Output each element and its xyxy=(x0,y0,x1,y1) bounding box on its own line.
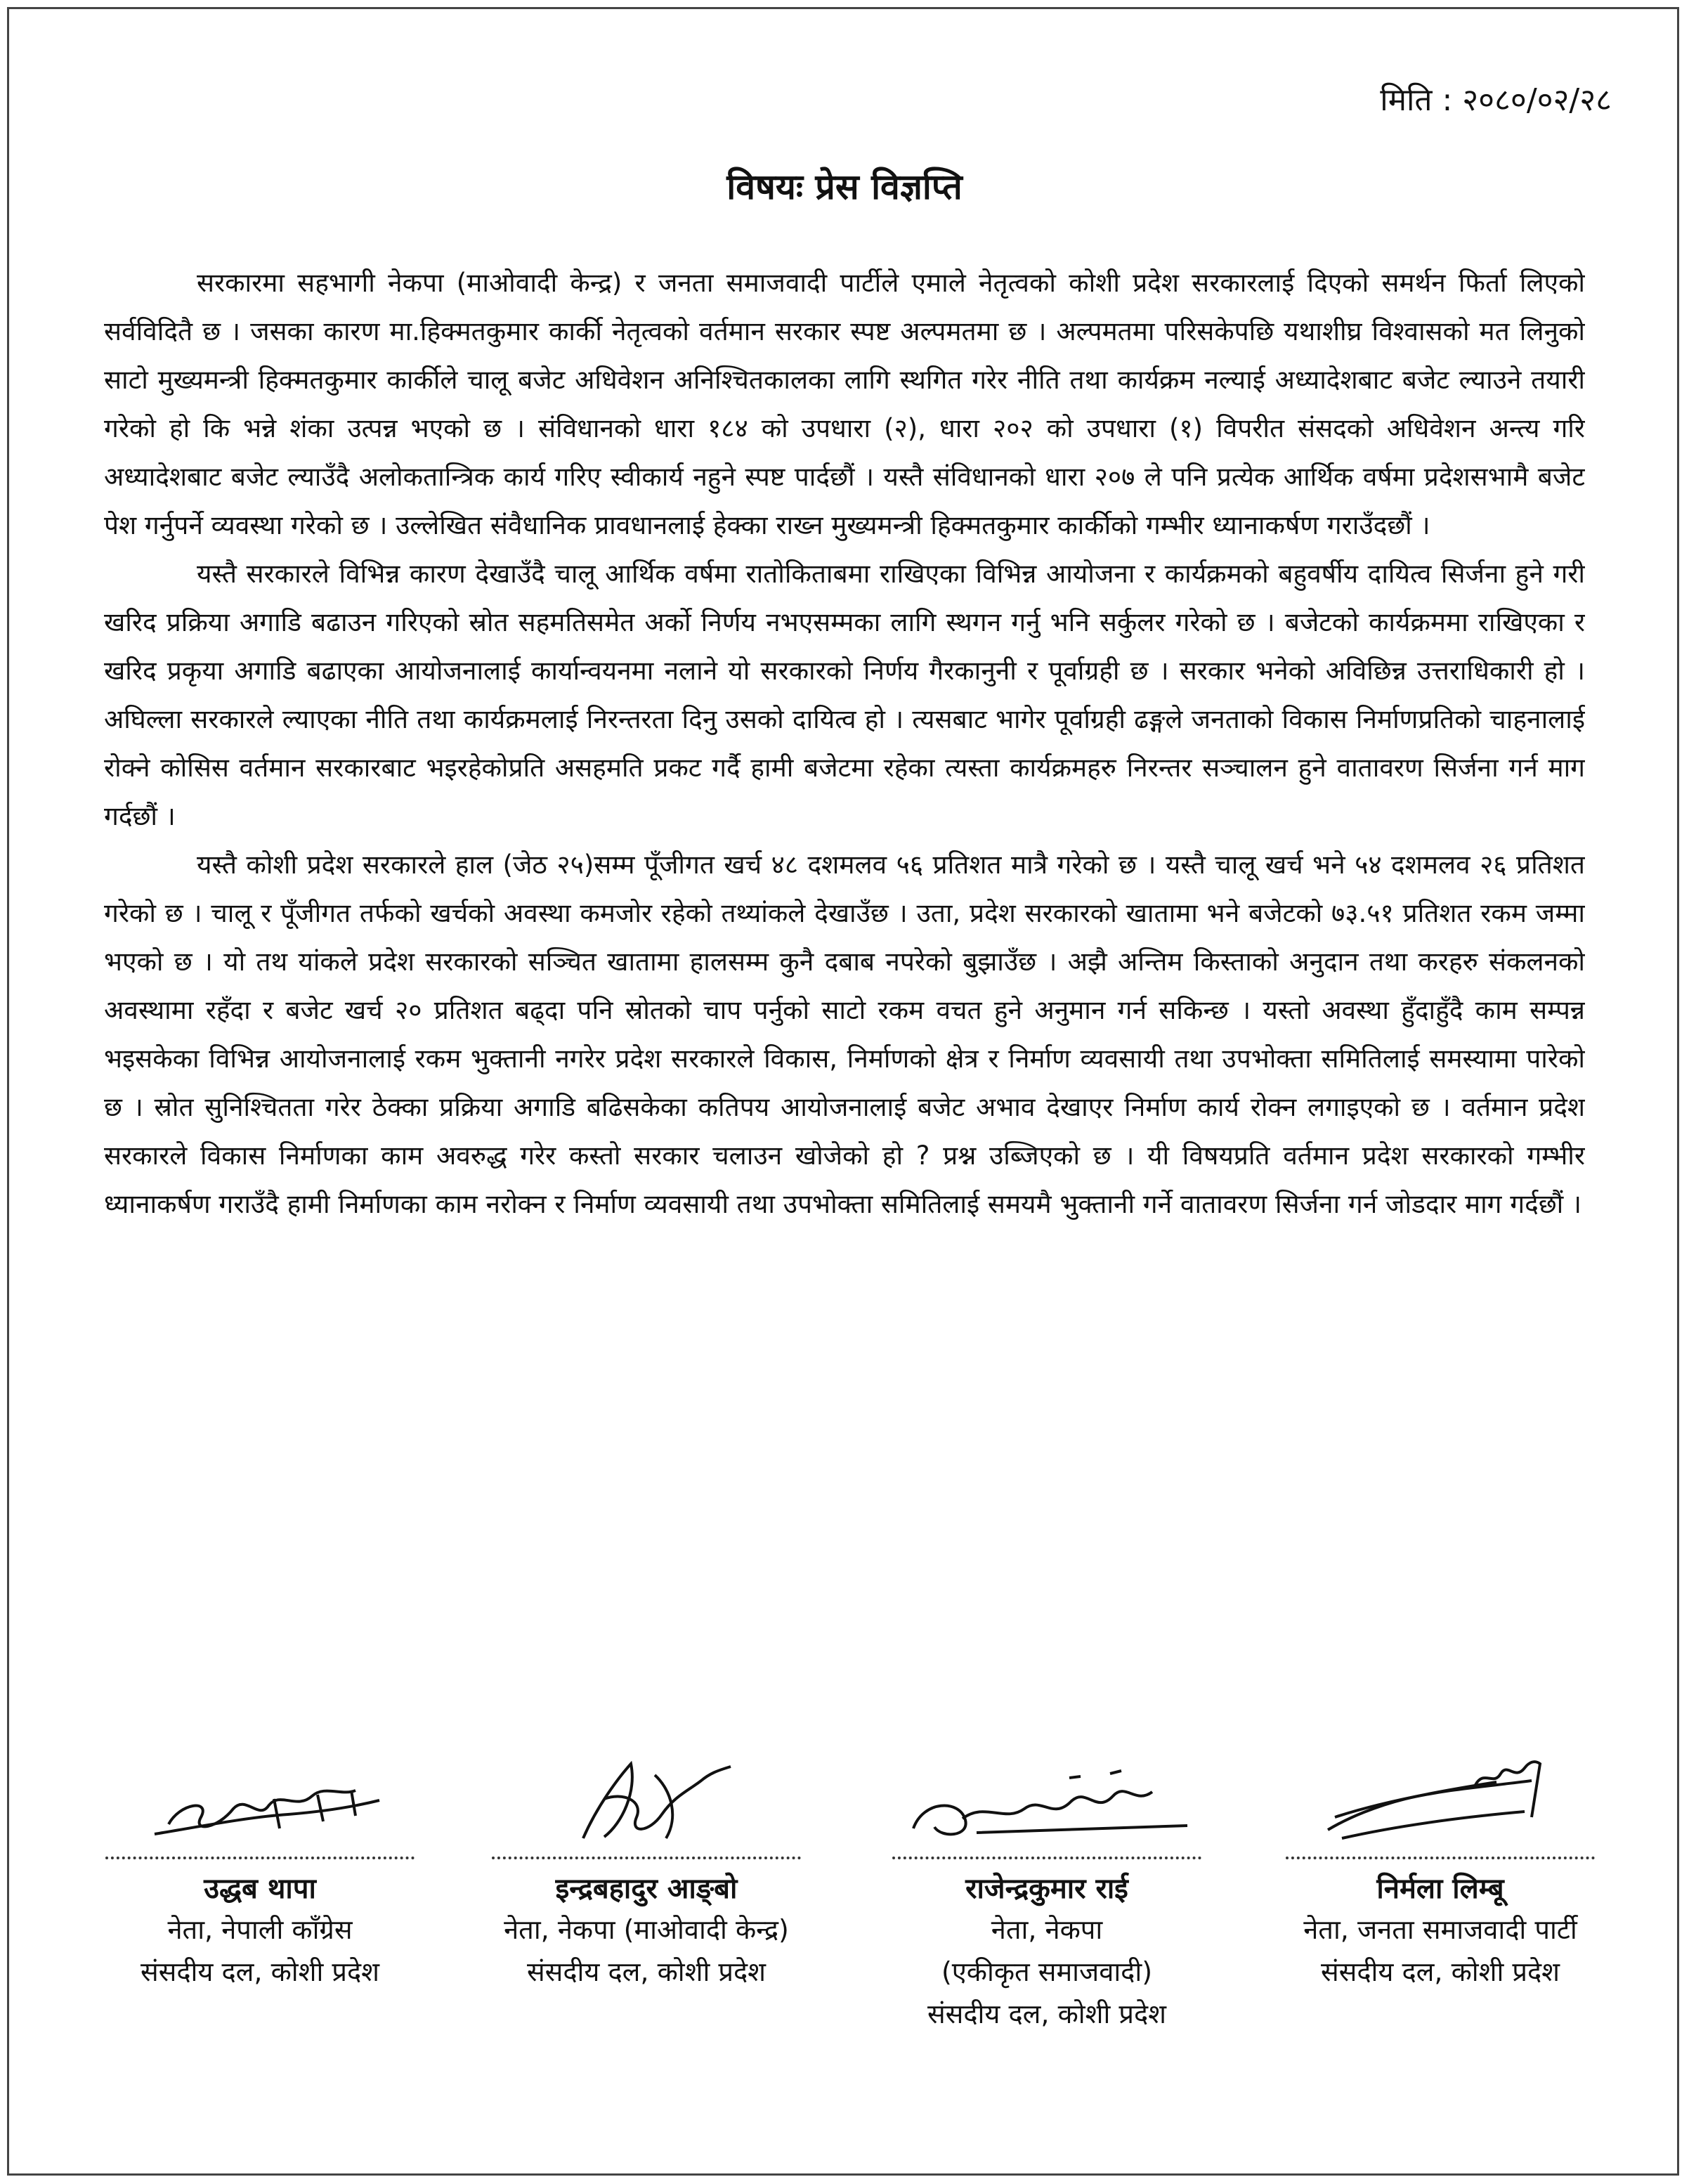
signatory-title-3c: संसदीय दल, कोशी प्रदेश xyxy=(927,1998,1167,2029)
signatory-title-1b: संसदीय दल, कोशी प्रदेश xyxy=(140,1956,380,1987)
handwritten-signature-3 xyxy=(892,1750,1201,1855)
signature-block-2 xyxy=(450,1750,843,1993)
signature-line-3 xyxy=(892,1857,1201,1859)
signatory-title-2b: संसदीय दल, कोशी प्रदेश xyxy=(526,1956,767,1987)
signatory-name-3: राजेन्द्रकुमार राई xyxy=(965,1873,1128,1905)
date-label: मिति : xyxy=(1380,82,1453,118)
paragraph-3: यस्तै कोशी प्रदेश सरकारले हाल (जेठ २५)सम्म पूँजीगत खर्च ४८ दशमलव ५६ प्रतिशत मात्रै गरेको छ । यस्तै चालू खर्च भने ५४ दशमलव २६ प्रतिशत गरेको छ । चालू र पूँजीगत तर्फको खर्चको अवस्था कमजोर रहेको तथ्यांकले देखाउँछ । उता, प्रदेश सरकारको खातामा भने बजेटको ७३.५१ प्रतिशत रकम जम्मा भएको छ । यो तथ यांकले प्रदेश सरकारको सञ्चित खातामा हालसम्म कुनै दबाब नपरेको बुझाउँछ । अझै अन्तिम किस्ताको अनुदान तथा करहरु संकलनको अवस्थामा रहँदा र बजेट खर्च २० प्रतिशत बढ्दा पनि स्रोतको चाप पर्नुको साटो रकम वचत हुने अनुमान गर्न सकिन्छ । यस्तो अवस्था हुँदाहुँदै काम सम्पन्न भइसकेका विभिन्न आयोजनालाई रकम भुक्तानी नगरेर प्रदेश सरकारले विकास, निर्माणको क्षेत्र र निर्माण व्यवसायी तथा उपभोक्ता समितिलाई समस्यामा पारेको छ । स्रोत सुनिश्चितता गरेर ठेक्का प्रक्रिया अगाडि बढिसकेका कतिपय आयोजनालाई बजेट अभाव देखाएर निर्माण कार्य रोक्न लगाइएको छ । वर्तमान प्रदेश सरकारले विकास निर्माणका काम अवरुद्ध गरेर कस्तो सरकार चलाउन खोजेको हो ? प्रश्न उब्जिएको छ । यी विषयप्रति वर्तमान प्रदेश सरकारको गम्भीर ध्यानाकर्षण गराउँदै हामी निर्माणका काम नरोक्न र निर्माण व्यवसायी तथा उपभोक्ता समितिलाई समयमै भुक्तानी गर्ने वातावरण सिर्जना गर्न जोडदार माग गर्दछौं । xyxy=(104,850,1585,1219)
signatory-title-4b: संसदीय दल, कोशी प्रदेश xyxy=(1320,1956,1560,1987)
body-text xyxy=(104,259,1585,1636)
handwritten-signature-4 xyxy=(1293,1750,1588,1855)
signature-block-4 xyxy=(1244,1750,1637,1993)
subject-heading: विषयः प्रेस विज्ञप्ति xyxy=(726,167,963,207)
signatory-name-1: उद्धब थापा xyxy=(204,1873,316,1905)
signature-line-2 xyxy=(492,1857,801,1859)
signature-block-1 xyxy=(63,1750,457,1993)
signatory-title-1a: नेता, नेपाली काँग्रेस xyxy=(167,1914,353,1945)
handwritten-signature-2 xyxy=(499,1750,794,1855)
signatory-title-3b: (एकीकृत समाजवादी) xyxy=(941,1956,1153,1987)
signature-line-1 xyxy=(105,1857,415,1859)
signatory-title-3a: नेता, नेकपा xyxy=(991,1914,1103,1945)
signatory-name-4: निर्मला लिम्बू xyxy=(1376,1873,1504,1905)
signature-line-4 xyxy=(1286,1857,1595,1859)
signatory-name-2: इन्द्रबहादुर आङ्बो xyxy=(555,1873,738,1905)
signature-block-3 xyxy=(850,1750,1244,2035)
paragraph-1: सरकारमा सहभागी नेकपा (माओवादी केन्द्र) र जनता समाजवादी पार्टीले एमाले नेतृत्वको कोशी प्रदेश सरकारलाई दिएको समर्थन फिर्ता लिएको सर्वविदितै छ । जसका कारण मा.हिक्मतकुमार कार्की नेतृत्वको वर्तमान सरकार स्पष्ट अल्पमतमा छ । अल्पमतमा परिसकेपछि यथाशीघ्र विश्वासको मत लिनुको साटो मुख्यमन्त्री हिक्मतकुमार कार्कीले चालू बजेट अधिवेशन अनिश्चितकालका लागि स्थगित गरेर नीति तथा कार्यक्रम नल्याई अध्यादेशबाट बजेट ल्याउने तयारी गरेको हो कि भन्ने शंका उत्पन्न भएको छ । संविधानको धारा १८४ को उपधारा (२), धारा २०२ को उपधारा (१) विपरीत संसदको अधिवेशन अन्त्य गरि अध्यादेशबाट बजेट ल्याउँदै अलोकतान्त्रिक कार्य गरिए स्वीकार्य नहुने स्पष्ट पार्दछौं । यस्तै संविधानको धारा २०७ ले पनि प्रत्येक आर्थिक वर्षमा प्रदेशसभामै बजेट पेश गर्नुपर्ने व्यवस्था गरेको छ । उल्लेखित संवैधानिक प्रावधानलाई हेक्का राख्न मुख्यमन्त्री हिक्मतकुमार कार्कीको गम्भीर ध्यानाकर्षण गराउँदछौं । xyxy=(104,268,1585,540)
date-value: २०८०/०२/२८ xyxy=(1462,82,1612,118)
date-line xyxy=(1380,77,1612,119)
paragraph-2: यस्तै सरकारले विभिन्न कारण देखाउँदै चालू आर्थिक वर्षमा रातोकिताबमा राखिएका विभिन्न आयोजना र कार्यक्रमको बहुवर्षीय दायित्व सिर्जना हुने गरी खरिद प्रक्रिया अगाडि बढाउन गरिएको स्रोत सहमतिसमेत अर्को निर्णय नभएसम्मका लागि स्थगन गर्नु भनि सर्कुलर गरेको छ । बजेटको कार्यक्रममा राखिएका र खरिद प्रकृया अगाडि बढाएका आयोजनालाई कार्यान्वयनमा नलाने यो सरकारको निर्णय गैरकानुनी र पूर्वाग्रही छ । सरकार भनेको अविछिन्न उत्तराधिकारी हो । अघिल्ला सरकारले ल्याएका नीति तथा कार्यक्रमलाई निरन्तरता दिनु उसको दायित्व हो । त्यसबाट भागेर पूर्वाग्रही ढङ्गले जनताको विकास निर्माणप्रतिको चाहनालाई रोक्ने कोसिस वर्तमान सरकारबाट भइरहेकोप्रति असहमति प्रकट गर्दै हामी बजेटमा रहेका त्यस्ता कार्यक्रमहरु निरन्तर सञ्चालन हुने वातावरण सिर्जना गर्न माग गर्दछौं । xyxy=(104,559,1585,831)
signatory-title-2a: नेता, नेकपा (माओवादी केन्द्र) xyxy=(504,1914,789,1945)
signatures-section xyxy=(0,1750,1689,2171)
signatory-title-4a: नेता, जनता समाजवादी पार्टी xyxy=(1303,1914,1577,1945)
handwritten-signature-1 xyxy=(112,1750,407,1855)
